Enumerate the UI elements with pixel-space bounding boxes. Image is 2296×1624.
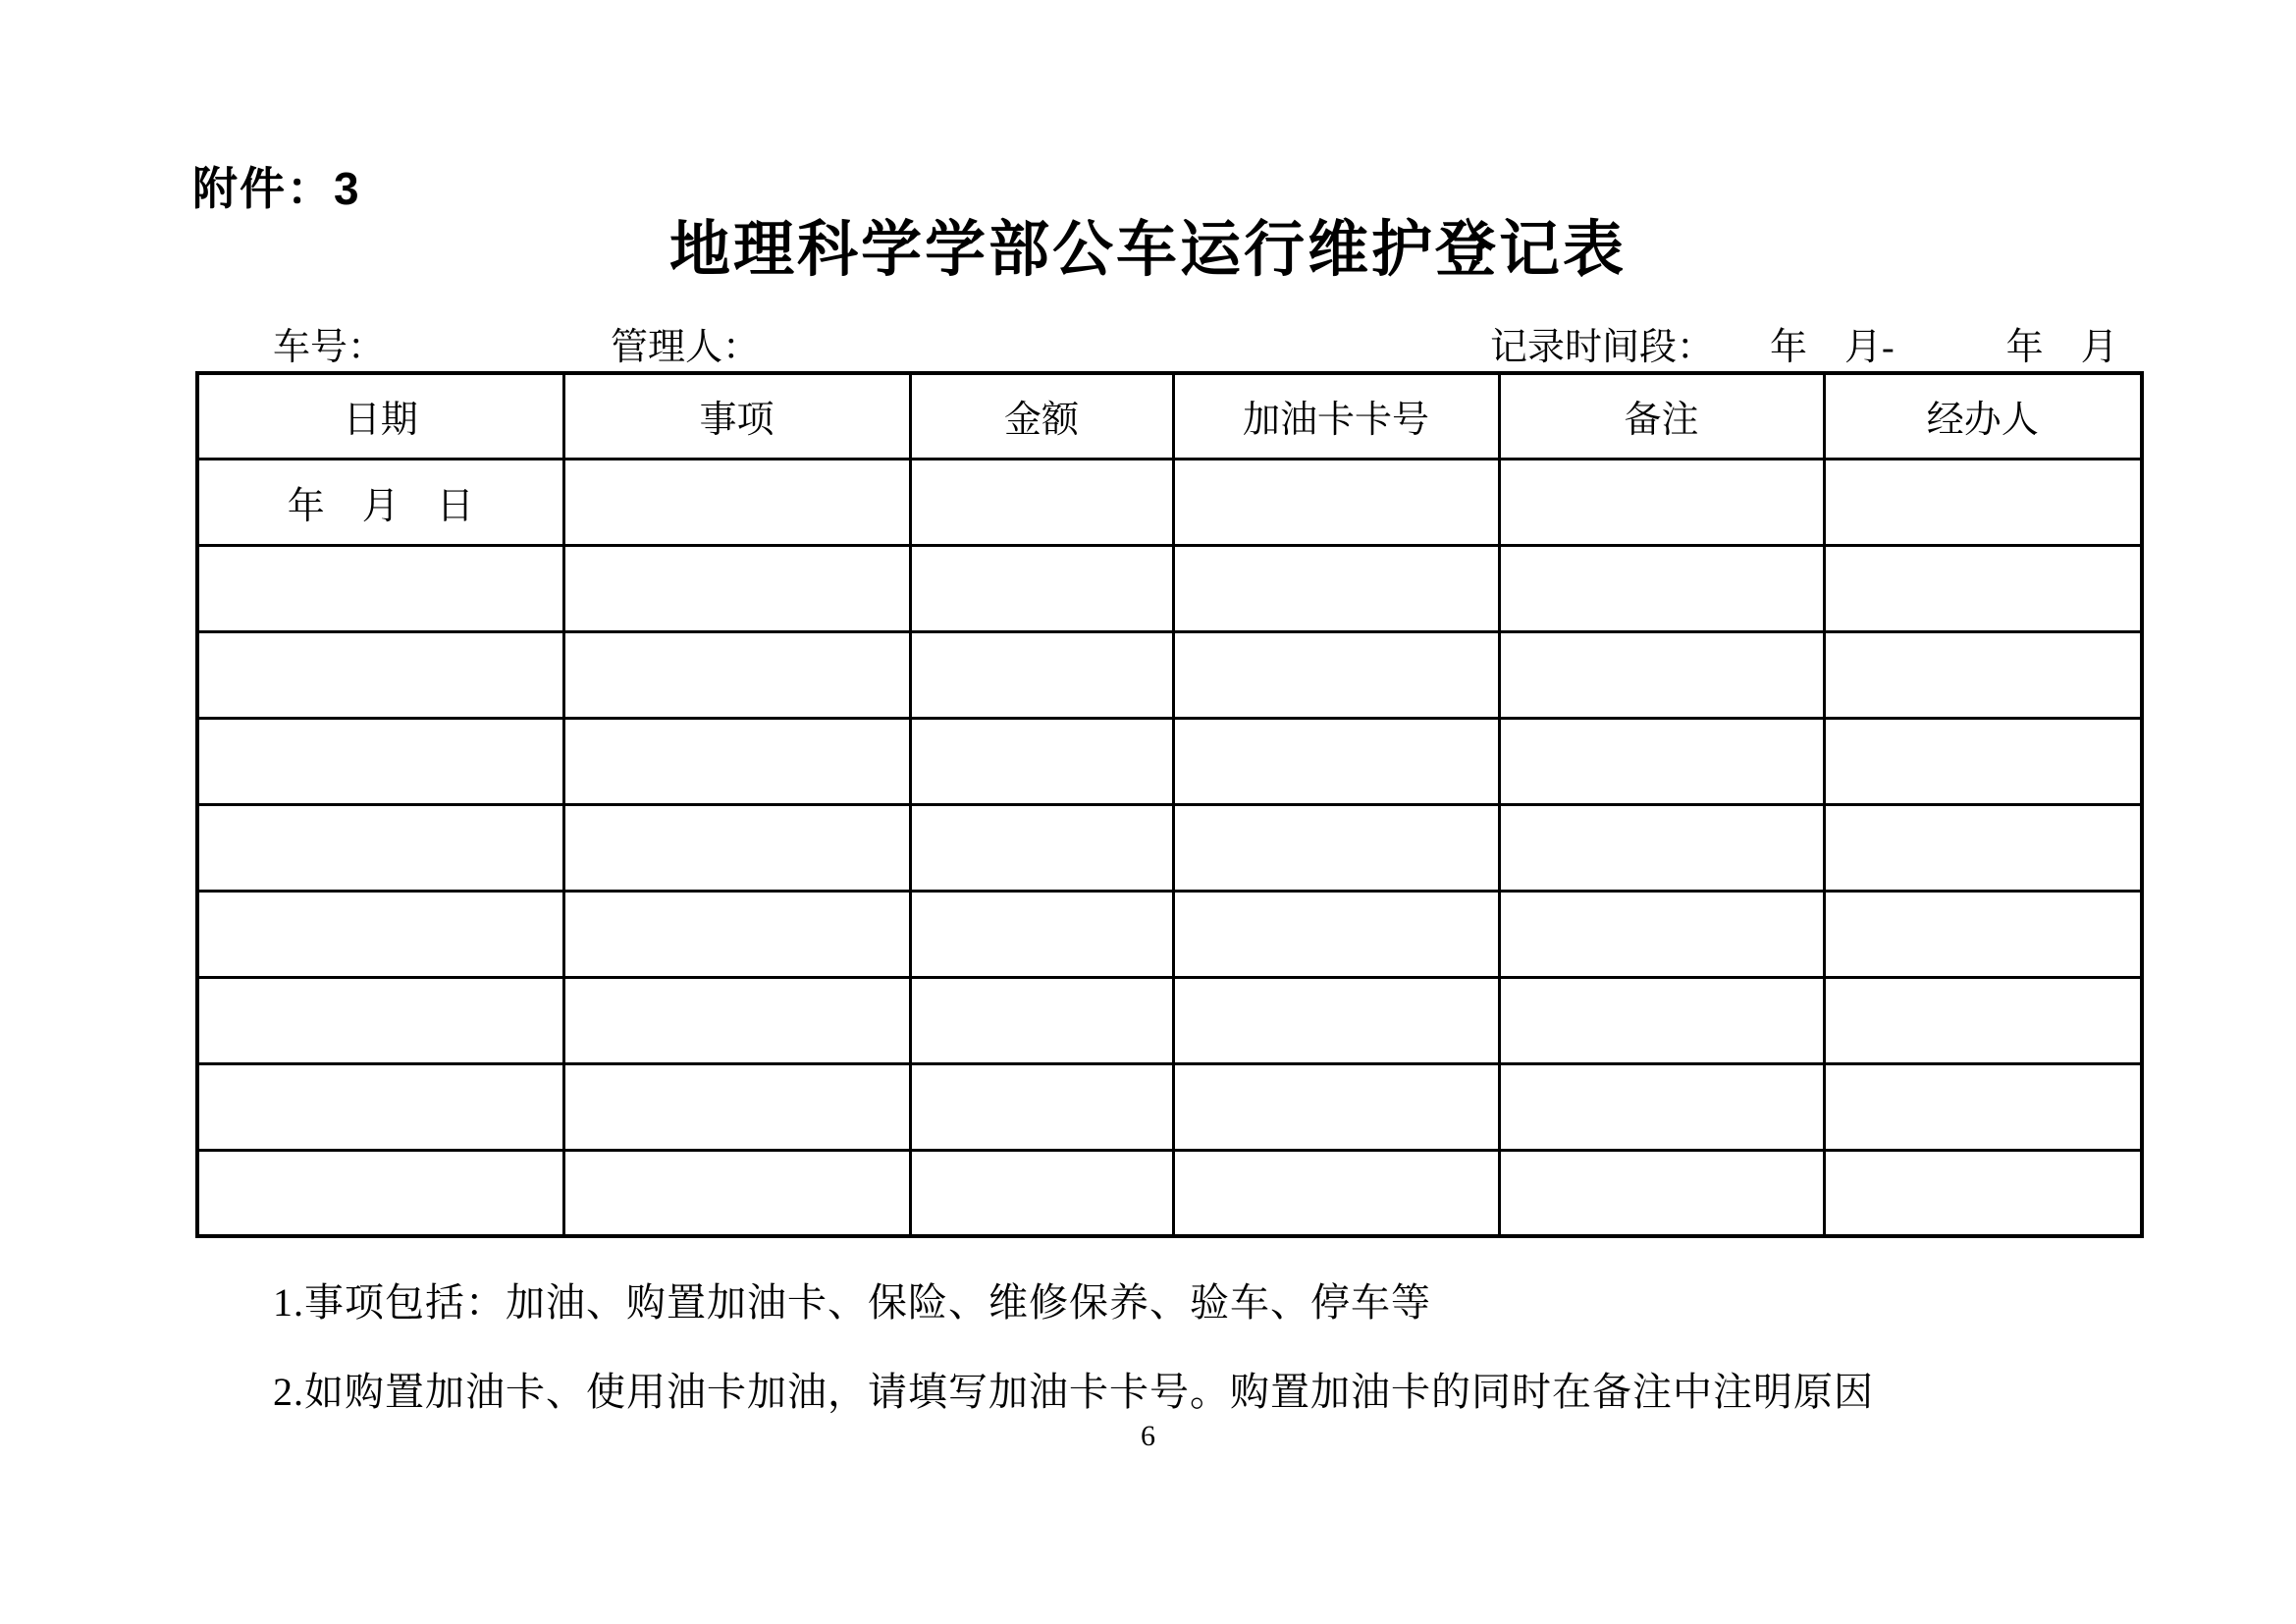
record-period [1490, 316, 2118, 370]
column-header-item: 事项 [563, 373, 910, 459]
table-cell [1173, 545, 1499, 631]
column-header-handler: 经办人 [1824, 373, 2142, 459]
table-cell [910, 718, 1173, 804]
column-header-amount: 金额 [910, 373, 1173, 459]
table-cell [1499, 891, 1824, 977]
table-cell [1173, 1063, 1499, 1150]
table-cell [197, 631, 563, 718]
table-cell [563, 459, 910, 545]
table-cell [1499, 1150, 1824, 1236]
table-cell [1499, 804, 1824, 891]
table-cell [1824, 1150, 2142, 1236]
table-row [197, 1150, 2142, 1236]
table-cell [197, 804, 563, 891]
table-cell [563, 1150, 910, 1236]
table-row [197, 804, 2142, 891]
table-cell [1499, 977, 1824, 1063]
table-cell [910, 631, 1173, 718]
footnote-2: 2.如购置加油卡、使用油卡加油，请填写加油卡卡号。购置加油卡的同时在备注中注明原因 [273, 1370, 1874, 1414]
table-cell [910, 545, 1173, 631]
form-fields-row [0, 316, 2296, 368]
table-cell [197, 718, 563, 804]
table-cell [1824, 1063, 2142, 1150]
table-cell [197, 891, 563, 977]
column-header-date: 日期 [197, 373, 563, 459]
column-header-remarks: 备注 [1499, 373, 1824, 459]
table-row [197, 459, 2142, 545]
table-row [197, 1063, 2142, 1150]
table-cell [1173, 891, 1499, 977]
manager-label: 管理人： [611, 327, 761, 368]
table-cell [910, 891, 1173, 977]
page-title: 地理科学学部公车运行维护登记表 [668, 216, 1627, 284]
attachment-label: 附件：3 [192, 163, 361, 214]
table-cell [563, 977, 910, 1063]
table-cell [563, 631, 910, 718]
table-cell [197, 977, 563, 1063]
table-row [197, 891, 2142, 977]
table-header-row [197, 373, 2142, 459]
table-cell [1824, 459, 2142, 545]
table-cell [910, 459, 1173, 545]
table-cell [563, 804, 910, 891]
table-cell [1173, 631, 1499, 718]
table-cell [910, 1063, 1173, 1150]
record-period-label: 记录时间段： [1490, 327, 1696, 368]
table-row [197, 545, 2142, 631]
table-cell [1824, 804, 2142, 891]
table-row [197, 977, 2142, 1063]
table-cell [1499, 545, 1824, 631]
footnote-1: 1.事项包括：加油、购置加油卡、保险、维修保养、验车、停车等 [273, 1280, 1431, 1325]
registration-table [195, 371, 2144, 1238]
table-cell [910, 804, 1173, 891]
table-cell [563, 718, 910, 804]
table-cell [1173, 459, 1499, 545]
table-cell [1824, 545, 2142, 631]
table-cell [1499, 1063, 1824, 1150]
table-cell [1173, 1150, 1499, 1236]
table-cell [563, 545, 910, 631]
table-cell [197, 1150, 563, 1236]
table-row [197, 718, 2142, 804]
table-cell [1824, 977, 2142, 1063]
table-cell [197, 545, 563, 631]
table-cell [1499, 631, 1824, 718]
page-number: 6 [1141, 1420, 1155, 1452]
table-cell [1173, 718, 1499, 804]
table-cell [563, 1063, 910, 1150]
table-cell [910, 977, 1173, 1063]
table-cell [1824, 891, 2142, 977]
table-cell [1824, 631, 2142, 718]
record-period-value: 年 月- 年 月 [1695, 327, 2118, 368]
table-cell: 年 月 日 [197, 459, 563, 545]
table-cell [910, 1150, 1173, 1236]
vehicle-number-label: 车号： [273, 327, 386, 368]
column-header-fuel-card: 加油卡卡号 [1173, 373, 1499, 459]
table-cell [1824, 718, 2142, 804]
table-cell [197, 1063, 563, 1150]
table-cell [1173, 804, 1499, 891]
table-cell [1173, 977, 1499, 1063]
table-row [197, 631, 2142, 718]
table-cell [563, 891, 910, 977]
table-cell [1499, 718, 1824, 804]
table-body [197, 459, 2142, 1236]
table-cell [1499, 459, 1824, 545]
